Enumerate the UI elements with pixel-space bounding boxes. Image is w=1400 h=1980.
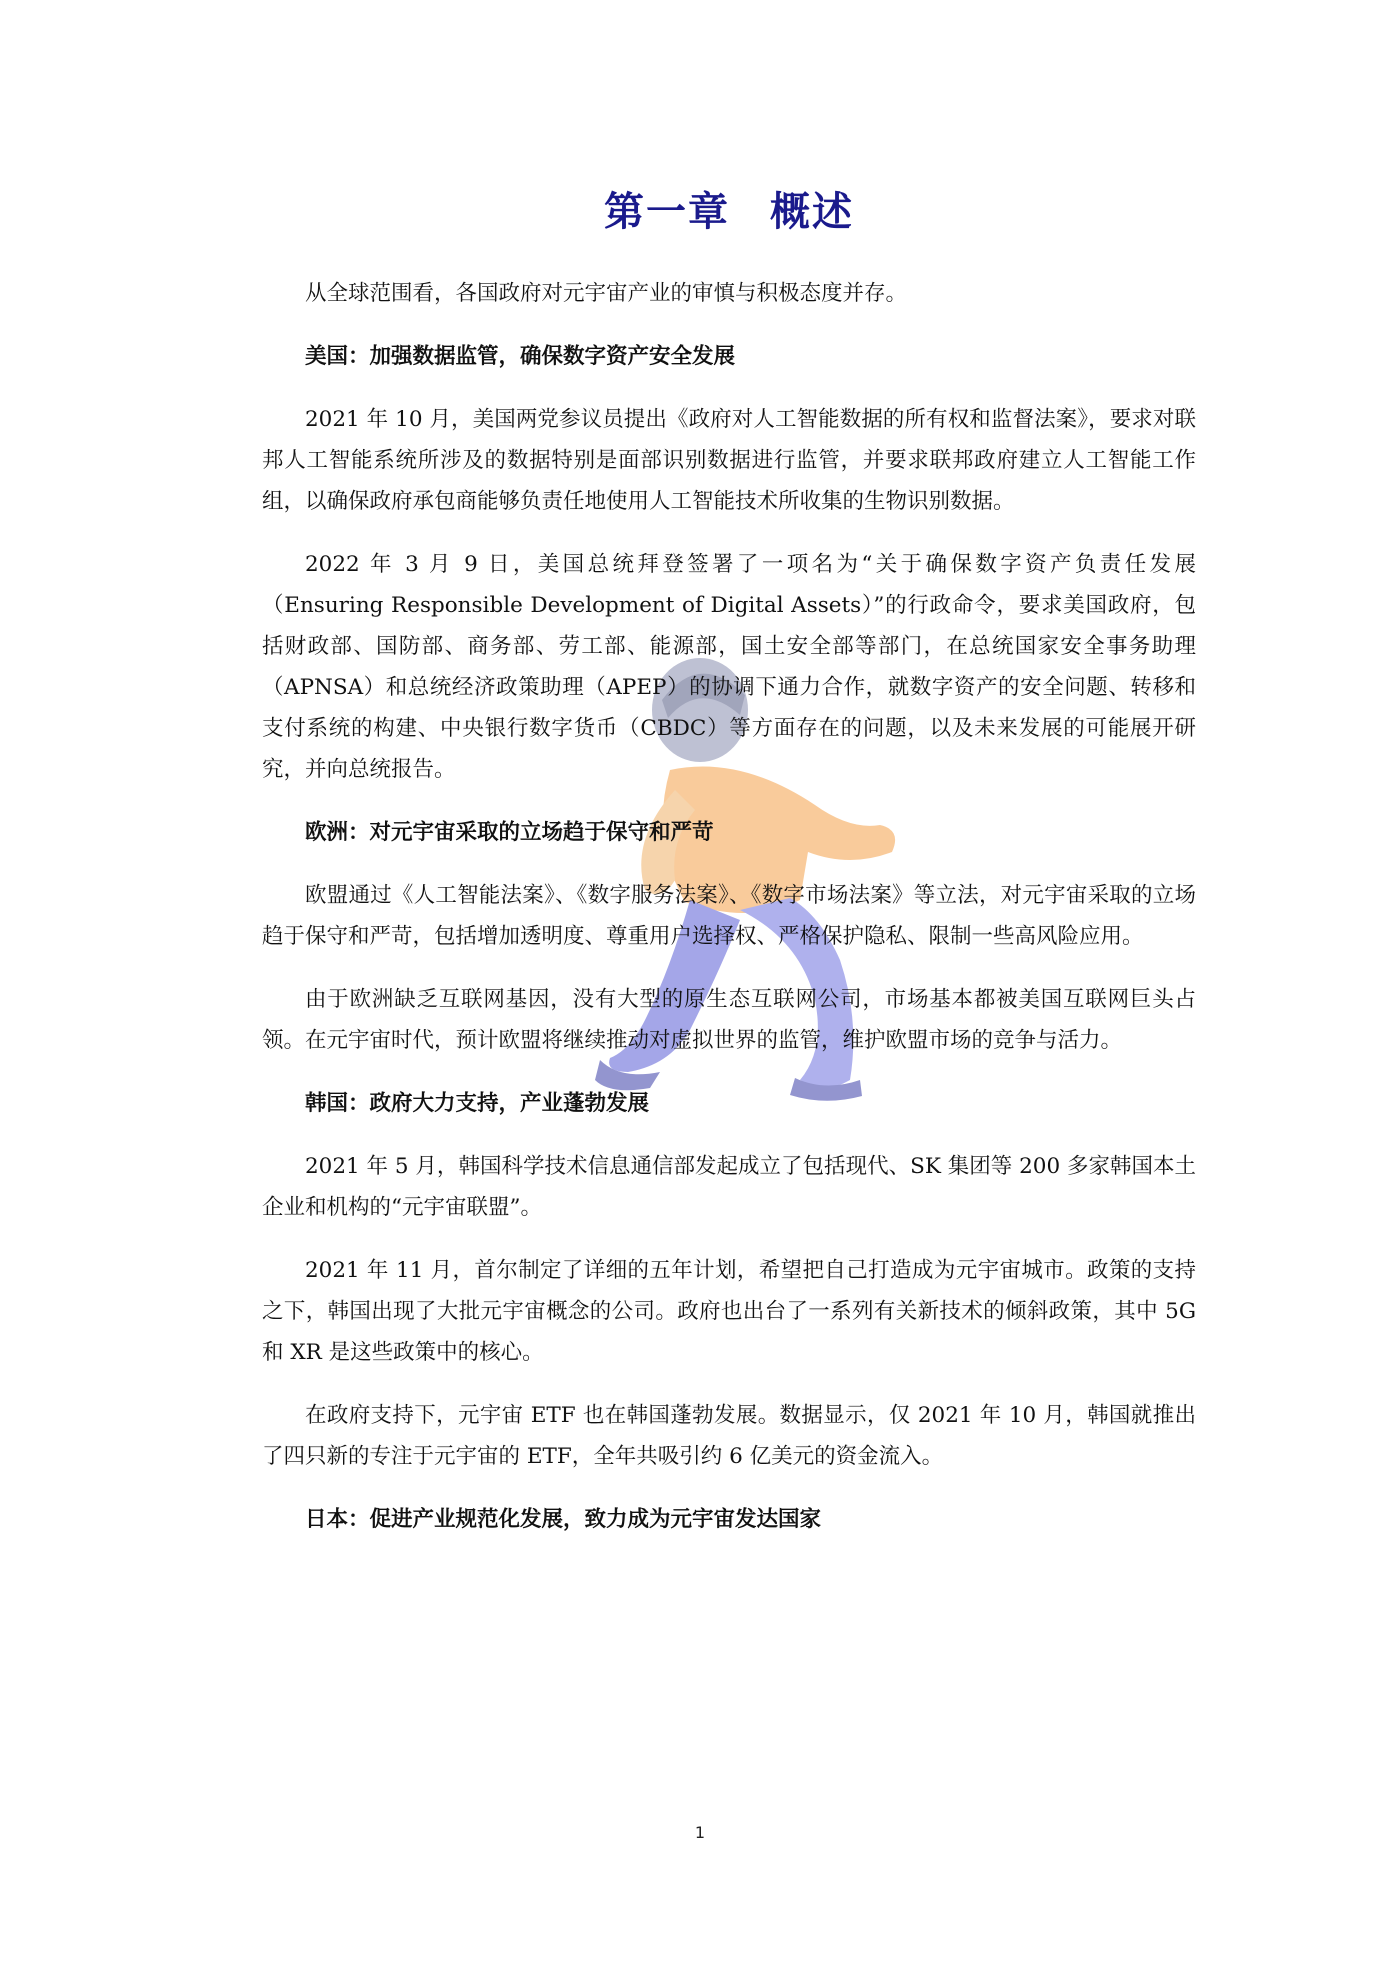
section-usa (262, 336, 1196, 790)
page-number: 1 (694, 1823, 706, 1842)
section-korea (262, 1083, 1196, 1477)
section-japan (262, 1499, 1196, 1540)
paragraph: 2022 年 3 月 9 日，美国总统拜登签署了一项名为“关于确保数字资产负责任发展（Ensuring Responsible Development of Digital Assets）”的行政命令，要求美国政府，包括财政部、国防部、商务部、劳工部、能源部，国土安全部等部门，在总统国家安全事务助理（APNSA）和总统经济政策助理（APEP）的协调下通力合作，就数字资产的安全问题、转移和支付系统的构建、中央银行数字货币（CBDC）等方面存在的问题，以及未来发展的可能展开研究，并向总统报告。 (262, 552, 1196, 782)
section-heading: 欧洲：对元宇宙采取的立场趋于保守和严苛 (305, 820, 714, 845)
chapter-name: 概述 (770, 189, 854, 235)
document-body (262, 180, 1196, 1562)
section-heading: 韩国：政府大力支持，产业蓬勃发展 (305, 1091, 650, 1116)
paragraph: 2021 年 5 月，韩国科学技术信息通信部发起成立了包括现代、SK 集团等 200 多家韩国本土企业和机构的“元宇宙联盟”。 (262, 1154, 1196, 1220)
chapter-number: 第一章 (604, 189, 730, 235)
paragraph: 欧盟通过《人工智能法案》、《数字服务法案》、《数字市场法案》等立法，对元宇宙采取的立场趋于保守和严苛，包括增加透明度、尊重用户选择权、严格保护隐私、限制一些高风险应用。 (262, 883, 1196, 949)
paragraph: 由于欧洲缺乏互联网基因，没有大型的原生态互联网公司，市场基本都被美国互联网巨头占领。在元宇宙时代，预计欧盟将继续推动对虚拟世界的监管，维护欧盟市场的竞争与活力。 (262, 987, 1196, 1053)
section-europe (262, 812, 1196, 1061)
paragraph: 2021 年 10 月，美国两党参议员提出《政府对人工智能数据的所有权和监督法案》，要求对联邦人工智能系统所涉及的数据特别是面部识别数据进行监管，并要求联邦政府建立人工智能工作组，以确保政府承包商能够负责任地使用人工智能技术所收集的生物识别数据。 (262, 407, 1196, 514)
paragraph: 在政府支持下，元宇宙 ETF 也在韩国蓬勃发展。数据显示，仅 2021 年 10 月，韩国就推出了四只新的专注于元宇宙的 ETF，全年共吸引约 6 亿美元的资金流入。 (262, 1403, 1196, 1469)
section-heading: 日本：促进产业规范化发展，致力成为元宇宙发达国家 (305, 1507, 822, 1532)
paragraph: 2021 年 11 月，首尔制定了详细的五年计划，希望把自己打造成为元宇宙城市。政策的支持之下，韩国出现了大批元宇宙概念的公司。政府也出台了一系列有关新技术的倾斜政策，其中 5G 和 XR 是这些政策中的核心。 (262, 1258, 1196, 1365)
section-heading: 美国：加强数据监管，确保数字资产安全发展 (305, 344, 736, 369)
intro-paragraph: 从全球范围看，各国政府对元宇宙产业的审慎与积极态度并存。 (305, 281, 908, 306)
chapter-title (262, 180, 1196, 237)
